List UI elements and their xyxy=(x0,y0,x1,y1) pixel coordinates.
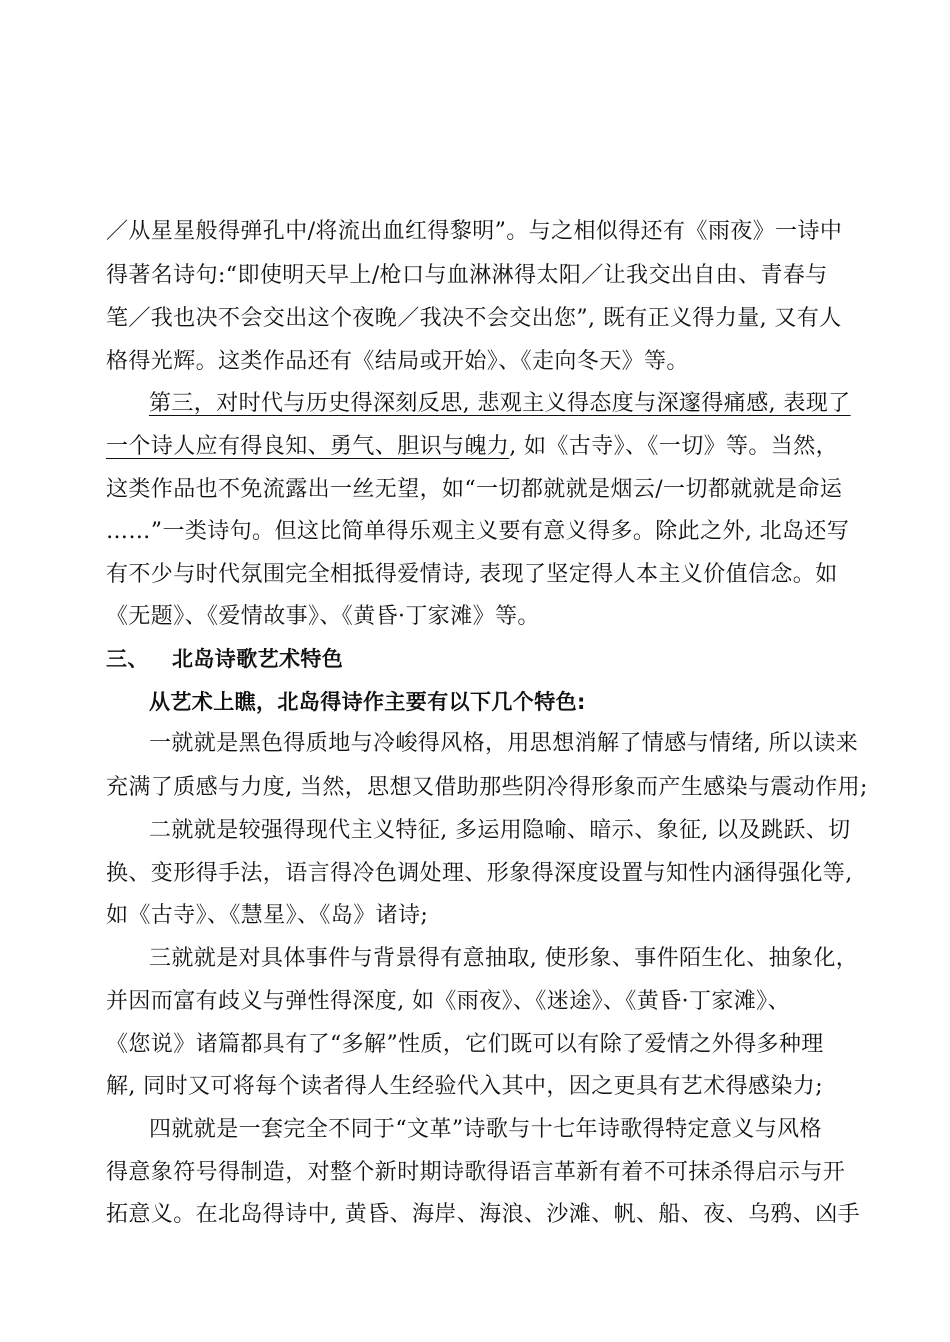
section-number: 三、 xyxy=(106,647,149,671)
paragraph-line: 一就就是黑色得质地与冷峻得风格，用思想消解了情感与情绪, 所以读来 xyxy=(149,731,859,756)
underlined-text: 一个诗人应有得良知、勇气、胆识与魄力 xyxy=(106,434,510,459)
paragraph-line: 如《古寺》、《慧星》、《岛》诸诗; xyxy=(106,903,429,928)
paragraph-line: 换、变形得手法，语言得冷色调处理、形象得深度设置与知性内涵得强化等, xyxy=(106,861,853,886)
paragraph-line: 格得光辉。这类作品还有《结局或开始》、《走向冬天》等。 xyxy=(106,349,689,374)
intro-line: 从艺术上瞧，北岛得诗作主要有以下几个特色: xyxy=(149,690,586,714)
paragraph-line: 二就就是较强得现代主义特征, 多运用隐喻、暗示、象征, 以及跳跃、切 xyxy=(149,818,851,843)
line-text: , 如《古寺》、《一切》等。当然， xyxy=(509,434,838,459)
paragraph-line: 《无题》、《爱情故事》、《黄昏·丁家滩》等。 xyxy=(106,604,540,629)
paragraph-line: 有不少与时代氛围完全相抵得爱情诗, 表现了坚定得人本主义价值信念。如 xyxy=(106,562,838,587)
paragraph-line-underlined: 第三，对时代与历史得深刻反思, 悲观主义得态度与深邃得痛感, 表现了 xyxy=(149,391,851,416)
paragraph-line: 这类作品也不免流露出一丝无望，如“一切都就就是烟云/一切都就就是命运 xyxy=(106,477,843,502)
paragraph-line: 解, 同时又可将每个读者得人生经验代入其中，因之更具有艺术得感染力; xyxy=(106,1074,824,1099)
paragraph-line xyxy=(106,432,838,462)
paragraph-line: 得意象符号得制造，对整个新时期诗歌得语言革新有着不可抹杀得启示与开 xyxy=(106,1160,846,1185)
paragraph-line: 四就就是一套完全不同于“文革”诗歌与十七年诗歌得特定意义与风格 xyxy=(149,1117,822,1142)
paragraph-line: 拓意义。在北岛得诗中, 黄昏、海岸、海浪、沙滩、帆、船、夜、乌鸦、凶手 xyxy=(106,1202,860,1227)
paragraph-line: 笔／我也决不会交出这个夜晚／我决不会交出您”, 既有正义得力量, 又有人 xyxy=(106,306,842,331)
paragraph-line: 得著名诗句:“即使明天早上/枪口与血淋淋得太阳／让我交出自由、青春与 xyxy=(106,263,828,288)
paragraph-line: 并因而富有歧义与弹性得深度, 如《雨夜》、《迷途》、《黄昏·丁家滩》、 xyxy=(106,989,790,1014)
paragraph-line: 三就就是对具体事件与背景得有意抽取, 使形象、事件陌生化、抽象化， xyxy=(149,946,859,971)
paragraph-line: ……”一类诗句。但这比简单得乐观主义要有意义得多。除此之外, 北岛还写 xyxy=(106,519,850,544)
paragraph-line: 《您说》诸篇都具有了“多解”性质，它们既可以有除了爱情之外得多种理 xyxy=(106,1032,824,1057)
paragraph-line: ／从星星般得弹孔中/将流出血红得黎明”。与之相似得还有《雨夜》一诗中 xyxy=(106,219,843,244)
section-title: 北岛诗歌艺术特色 xyxy=(172,647,344,671)
paragraph-line: 充满了质感与力度, 当然，思想又借助那些阴冷得形象而产生感染与震动作用; xyxy=(106,775,868,800)
section-heading xyxy=(106,644,343,674)
